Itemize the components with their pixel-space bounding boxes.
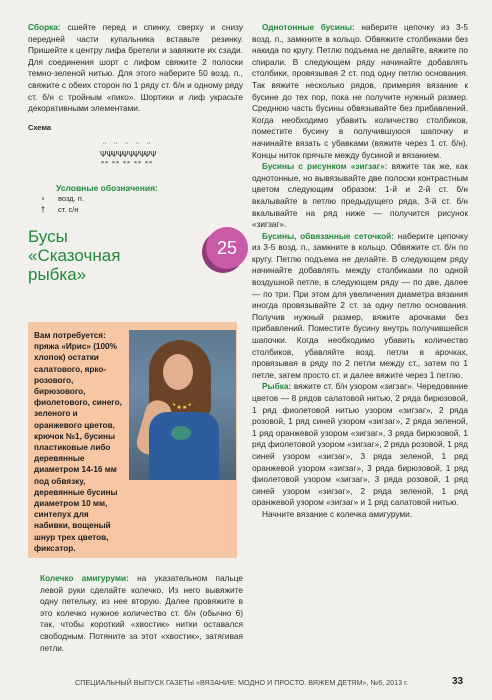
- mesh-text: наберите цепочку из 3-5 возд. п., замкните в кольцо. Обвяжите ст. б/н по кругу. Петлю подъема не делайте. В следующем ряду начинайте добавлять между столбиками по одной воздушной петле, в следующем ряду — по две, далее — по три. При этом для увеличения диаметра вязания иногда провязывайте 2 ст. за одну петлю основания. Получив нужный размер, вяжите арочками без прибавлений. Поместите бусину внутрь получившейся шапочки. Когда необходимо убавить количество столбиков, убавляйте возд. петли в арочках, провязывая в ряду по 2 петли между ст., затем по 1 петле, затем просто ст. и далее вяжите через 1 петлю.: [252, 230, 469, 380]
- project-title-block: [28, 227, 243, 297]
- zigzag-heading: Бусины с рисунком «зигзаг»:: [262, 161, 388, 172]
- legend-item-label: ст. с/н: [58, 204, 79, 214]
- legend-title: Условные обозначения:: [56, 182, 158, 193]
- chain-symbol: ˭˭: [144, 160, 153, 170]
- page-footer: СПЕЦИАЛЬНЫЙ ВЫПУСК ГАЗЕТЫ «ВЯЗАНИЕ: МОДНО И ПРОСТО. ВЯЖЕМ ДЕТЯМ», №6, 2013 г.: [75, 678, 408, 687]
- solid-text: наберите цепочку из 3-5 возд. п., замкните в кольцо. Обвяжите столбиками без накида по кругу. Петлю подъема не делайте, вяжите по спирали. В следующем ряду начинайте добавлять столбики, провязывая 2 ст. под одну петлю основания. Так вяжите несколько рядов, примеряя вязание к бусине до тех пор, пока не получите нужный размер. Среднюю часть бусины обвязывайте без прибавлений. Когда необходимо убавить количество столбиков, поместите бусину в получившуюся шапочку и начинайте вязать с убавками (вяжите через 1 ст. б/н). Концы ниток прячьте между бусиной и вязанием.: [252, 22, 468, 160]
- picot-symbol: ᐧᐧ: [102, 138, 107, 148]
- picot-symbol: ᐧᐧ: [113, 138, 118, 148]
- legend-item-dc: [38, 204, 243, 215]
- stitch-symbol: ΨΨ: [144, 149, 157, 159]
- stitch-symbol: ΨΨ: [133, 149, 146, 159]
- schema-row-picot: [100, 138, 170, 149]
- mesh-heading: Бусины, обвязанные сеточкой:: [262, 230, 395, 241]
- mesh-paragraph: [252, 231, 468, 382]
- fish-end: Начните вязание с колечка амигуруми.: [262, 508, 413, 519]
- legend-item-label: возд. п.: [58, 193, 84, 203]
- zigzag-paragraph: [252, 161, 468, 231]
- solid-heading: Однотонные бусины:: [262, 22, 355, 32]
- fish-paragraph: [252, 381, 468, 509]
- ring-heading: Колечко амигуруми:: [40, 573, 129, 583]
- assembly-heading: Сборка:: [28, 22, 61, 32]
- fish-heading: Рыбка:: [262, 381, 292, 392]
- stitch-symbol: ΨΨ: [100, 149, 113, 159]
- project-title-line3: рыбка»: [28, 264, 87, 284]
- right-column: [252, 22, 468, 521]
- picot-symbol: ᐧᐧ: [135, 138, 140, 148]
- project-title-line1: Бусы: [28, 226, 68, 246]
- chain-symbol: ˭˭: [100, 160, 109, 170]
- ring-paragraph: [40, 573, 243, 654]
- assembly-text: сшейте перед и спинку, сверху и снизу передней части купальника вставьте резинку. Пришейте к центру лифа бретели и завяжите их сзади. Для соединения шорт с лифом свяжите 2 полоски темно-зеленой нитью. Для этого наберите 50 возд. п., свяжите с обеих сторон по 1 ряду ст. б/н и одному ряду ст. б/н с тройным «пико». Шортики и лиф украсьте декоративными элементами.: [28, 22, 243, 114]
- chain-symbol: ˭˭: [133, 160, 142, 170]
- project-title-line2: «Сказочная: [28, 245, 121, 265]
- schema-label: Схема: [28, 122, 52, 132]
- schema-row-stitches: [100, 149, 170, 160]
- chain-symbol: ˭˭: [111, 160, 120, 170]
- materials-text: Вам потребуется: пряжа «Ирис» (100% хлопок) остатки салатового, ярко-розового, бирюзового, фиолетового, синего, зеленого и оранжевого цветов, крючок №1, бусины пластиковые либо деревянные диаметром 14-16 мм под обвязку, деревянные бусины диаметром 10 мм, синтепух для набивки, вощеный шнур трех цветов, фиксатор.: [34, 331, 122, 553]
- double-crochet-icon: †: [41, 204, 45, 214]
- assembly-paragraph: [28, 22, 243, 115]
- picot-symbol: ᐧᐧ: [124, 138, 129, 148]
- zigzag-text: вяжите так же, как однотонные, но вывязывайте две полоски контрастным цветом следующим образом: 1-й и 2-й ст. б/н вкалывайте в петлю предыдущего ряда, 3-й ст. б/н вкалывайте на ряд ниже — получится рисунок «зигзаг».: [252, 161, 468, 230]
- project-number-badge: 25: [206, 227, 248, 269]
- stitch-symbol: ΨΨ: [122, 149, 135, 159]
- ring-section: [40, 573, 243, 654]
- left-column: [28, 22, 243, 297]
- crochet-schema: [100, 138, 170, 171]
- fish-text: вяжите ст. б/н узором «зигзаг». Чередование цветов — 8 рядов салатовой нитью, 2 ряда бирюзовой, 1 ряд фиолетовой нитью узором «зигзаг», 2 ряда розовой, 1 ряд синей узором «зигзаг», 2 ряда зеленой, 1 ряд оранжевой узором «зигзаг», 3 ряда бирюзовой, 1 ряд фиолетовой узором «зигзаг», 2 ряда розовой, 1 ряд синей узором «зигзаг», 3 ряда зеленой, 1 ряд оранжевой узором «зигзаг», 3 ряда бирюзовой, 1 ряд фиолетовой узором «зигзаг», 3 ряда розовой, 1 ряд синей узором «зигзаг», 2 ряда зеленой, 1 ряд оранжевой узором «зигзаг» и 1 ряд салатовой нитью.: [252, 381, 468, 508]
- stitch-symbol: ΨΨ: [111, 149, 124, 159]
- schema-row-base: [100, 160, 170, 171]
- solid-paragraph: [252, 22, 468, 161]
- picot-symbol: ᐧᐧ: [146, 138, 151, 148]
- chain-stitch-icon: ∘: [40, 193, 46, 203]
- ring-text: на указательном пальце левой руки сделайте колечко. Из него вывяжите одну петельку, из нее вторую. Далее провяжите в это колечко нужное количество ст. б/н (обычно 6) так, чтобы короткий «хвостик» нитки оставался свободным. Потяните за этот «хвостик», затягивая петли.: [40, 573, 243, 653]
- chain-symbol: ˭˭: [122, 160, 131, 170]
- page-number: 33: [452, 676, 464, 687]
- legend-item-chain: [38, 193, 243, 204]
